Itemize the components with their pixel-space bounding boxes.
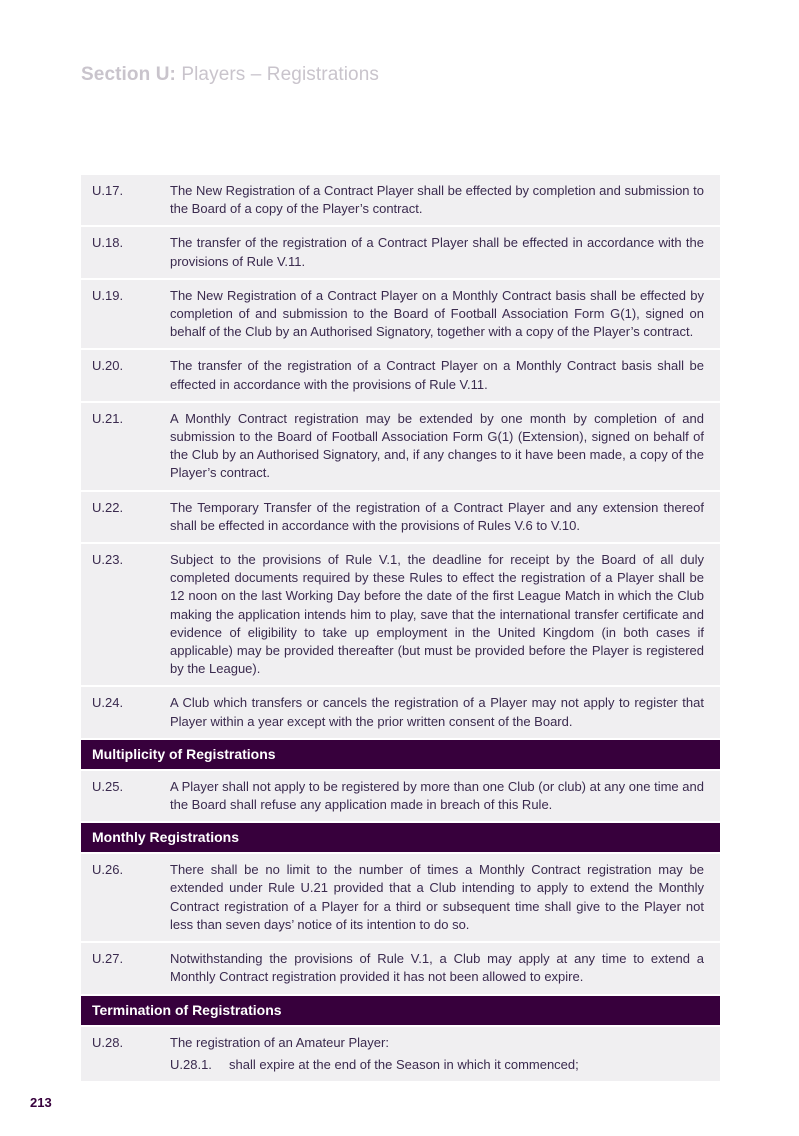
section-title <box>81 64 379 86</box>
subrule-u28-1 <box>170 1056 704 1074</box>
rule-text: A Player shall not apply to be registered by more than one Club (or club) at any one time and the Board shall refuse any application made in breach of this Rule. <box>170 778 704 813</box>
rule-u22 <box>81 492 720 544</box>
rule-number: U.22. <box>92 499 124 515</box>
rule-number: U.18. <box>92 235 124 251</box>
rules-table <box>81 175 720 1083</box>
rule-body <box>170 1034 704 1074</box>
rule-text: The Temporary Transfer of the registration of a Contract Player and any extension thereof shall be effected in accordance with the provisions of Rules V.6 to V.10. <box>170 499 704 533</box>
rule-text: The transfer of the registration of a Contract Player on a Monthly Contract basis shall be effected in accordance with the provisions of Rule V.11. <box>170 358 704 392</box>
rule-text: A Monthly Contract registration may be extended by one month by completion of and submission to the Board of Football Association Form G(1) (Extension), signed on behalf of the Club by an Authorised Signatory, and, if any changes to it have been made, a copy of the Player’s contract. <box>170 410 704 481</box>
rule-number: U.21. <box>92 410 124 426</box>
rule-number: U.17. <box>92 183 124 198</box>
rule-u23 <box>81 544 720 687</box>
subrule-text: shall expire at the end of the Season in which it commenced; <box>229 1056 579 1072</box>
rule-text: The transfer of the registration of a Contract Player shall be effected in accordance with the provisions of Rule V.11. <box>170 235 704 269</box>
rule-text: Subject to the provisions of Rule V.1, the deadline for receipt by the Board of all duly completed documents required by these Rules to effect the registration of a Player shall be 12 noon on the last Working Day before the date of the first League Match in which the Club making the application intends him to play, save that the international transfer certificate and evidence of eligibility to take up employment in the United Kingdom (in both cases if applicable) may be provided thereafter (but must be provided before the Player is registered by the League). <box>170 552 704 677</box>
rule-u24 <box>81 687 720 739</box>
rule-text: The New Registration of a Contract Player on a Monthly Contract basis shall be effected by completion of and submission to the Board of Football Association Form G(1), signed on behalf of the Club by an Authorised Signatory, together with a copy of the Player’s contract. <box>170 287 704 340</box>
heading-termination: Termination of Registrations <box>81 996 720 1027</box>
rule-number: U.23. <box>92 552 124 568</box>
rule-number: U.19. <box>92 287 124 303</box>
section-label: Section U: <box>81 64 176 85</box>
rule-number: U.26. <box>92 862 124 878</box>
rule-text: Notwithstanding the provisions of Rule V.1, a Club may apply at any time to extend a Monthly Contract registration provided it has not been allowed to expire. <box>170 951 704 985</box>
page-number: 213 <box>30 1095 52 1110</box>
rule-text: The registration of an Amateur Player: <box>170 1034 389 1050</box>
rule-text: A Club which transfers or cancels the registration of a Player may not apply to register that Player within a year except with the prior written consent of the Board. <box>170 695 704 729</box>
subrule-number: U.28.1. <box>170 1056 212 1072</box>
rule-u26 <box>81 854 720 943</box>
rule-text: There shall be no limit to the number of times a Monthly Contract registration may be extended under Rule U.21 provided that a Club intending to apply to extend the Monthly Contract registration of a Player for a third or subsequent time shall give to the Player not less than seven days’ notice of its intention to do so. <box>170 862 704 932</box>
section-name: Players – Registrations <box>175 64 379 85</box>
rule-number: U.20. <box>92 358 124 374</box>
rule-number: U.27. <box>92 951 124 967</box>
rule-u18 <box>81 227 720 279</box>
rule-u19 <box>81 280 720 351</box>
rule-u21 <box>81 403 720 492</box>
rule-number: U.25. <box>92 778 124 794</box>
rule-u25 <box>81 771 720 823</box>
rule-number: U.28. <box>92 1034 124 1050</box>
rule-number: U.24. <box>92 695 124 711</box>
heading-monthly: Monthly Registrations <box>81 823 720 854</box>
rule-u17 <box>81 175 720 227</box>
rule-u20 <box>81 350 720 402</box>
rule-u28 <box>81 1027 720 1083</box>
heading-multiplicity: Multiplicity of Registrations <box>81 740 720 771</box>
rule-u27 <box>81 943 720 995</box>
rule-text: The New Registration of a Contract Player shall be effected by completion and submission to the Board of a copy of the Player’s contract. <box>170 183 704 217</box>
